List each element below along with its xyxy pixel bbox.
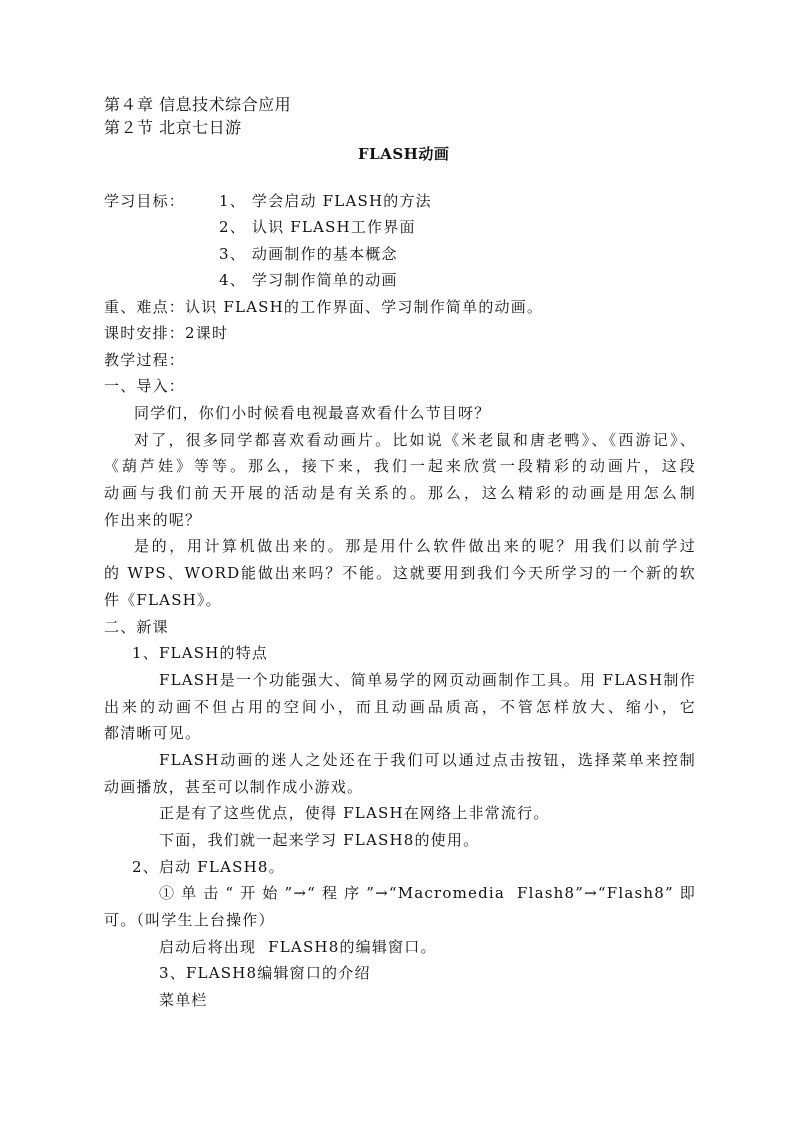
intro-paragraph-1: 同学们，你们小时候看电视最喜欢看什么节目呀？ (134, 404, 491, 422)
section-1-heading: 1、FLASH的特点 (132, 644, 269, 662)
section-1-paragraph-3: 正是有了这些优点，使得 FLASH在网络上非常流行。 (159, 804, 550, 822)
goals-label: 学习目标： (104, 192, 186, 210)
intro-paragraph-3-line-3: 件《FLASH》。 (104, 591, 222, 609)
section-heading: 第２节 北京七日游 (104, 118, 242, 137)
section-3-heading: 3、FLASH8编辑窗口的介绍 (159, 964, 371, 982)
goal-item-1: 1、 学会启动 FLASH的方法 (219, 192, 432, 210)
intro-heading: 一、导入： (104, 377, 186, 395)
intro-paragraph-2-line-3: 动画与我们前天开展的活动是有关系的。那么，这么精彩的动画是用怎么制 (104, 484, 696, 502)
page-title: FLASH动画 (358, 145, 450, 163)
goal-item-4: 4、 学习制作简单的动画 (219, 271, 398, 289)
section-1-paragraph-2-line-2: 动画播放，甚至可以制作成小游戏。 (104, 778, 364, 796)
section-3-paragraph-1: 菜单栏 (159, 991, 208, 1009)
goal-item-2: 2、 认识 FLASH工作界面 (219, 218, 416, 236)
section-1-paragraph-4: 下面，我们就一起来学习 FLASH8的使用。 (159, 831, 480, 849)
section-1-paragraph-1-line-3: 都清晰可见。 (104, 724, 202, 742)
intro-paragraph-2-line-4: 作出来的呢？ (104, 511, 202, 529)
intro-paragraph-3-line-1: 是的，用计算机做出来的。那是用什么软件做出来的呢？用我们以前学过 (134, 537, 696, 555)
chapter-heading: 第４章 信息技术综合应用 (104, 95, 292, 114)
section-2-paragraph-1-line-2: 可。（叫学生上台操作） (104, 911, 275, 929)
section-1-paragraph-1-line-2: 出来的动画不但占用的空间小，而且动画品质高，不管怎样放大、缩小，它 (104, 698, 696, 716)
intro-paragraph-2-line-2: 《葫芦娃》等等。那么，接下来，我们一起来欣赏一段精彩的动画片，这段 (104, 457, 696, 475)
section-1-paragraph-2-line-1: FLASH动画的迷人之处还在于我们可以通过点击按钮，选择菜单来控制 (159, 751, 696, 769)
class-hours: 课时安排：2课时 (104, 324, 229, 342)
section-1-paragraph-1-line-1: FLASH是一个功能强大、简单易学的网页动画制作工具。用 FLASH制作 (159, 671, 696, 689)
section-2-heading: 2、启动 FLASH8。 (132, 858, 285, 876)
key-points: 重、难点：认识 FLASH的工作界面、学习制作简单的动画。 (104, 298, 544, 316)
new-lesson-heading: 二、新课 (104, 618, 169, 636)
section-2-paragraph-2: 启动后将出现 FLASH8的编辑窗口。 (159, 938, 437, 956)
section-2-paragraph-1-line-1: ①单击“开始”→“程序”→“Macromedia Flash8”→“Flash8”即 (159, 884, 696, 902)
intro-paragraph-2-line-1: 对了，很多同学都喜欢看动画片。比如说《米老鼠和唐老鸭》、《西游记》、 (134, 431, 696, 449)
process-label: 教学过程： (104, 351, 186, 369)
intro-paragraph-3-line-2: 的 WPS、WORD能做出来吗？不能。这就要用到我们今天所学习的一个新的软 (104, 564, 696, 582)
goal-item-3: 3、 动画制作的基本概念 (219, 245, 398, 263)
